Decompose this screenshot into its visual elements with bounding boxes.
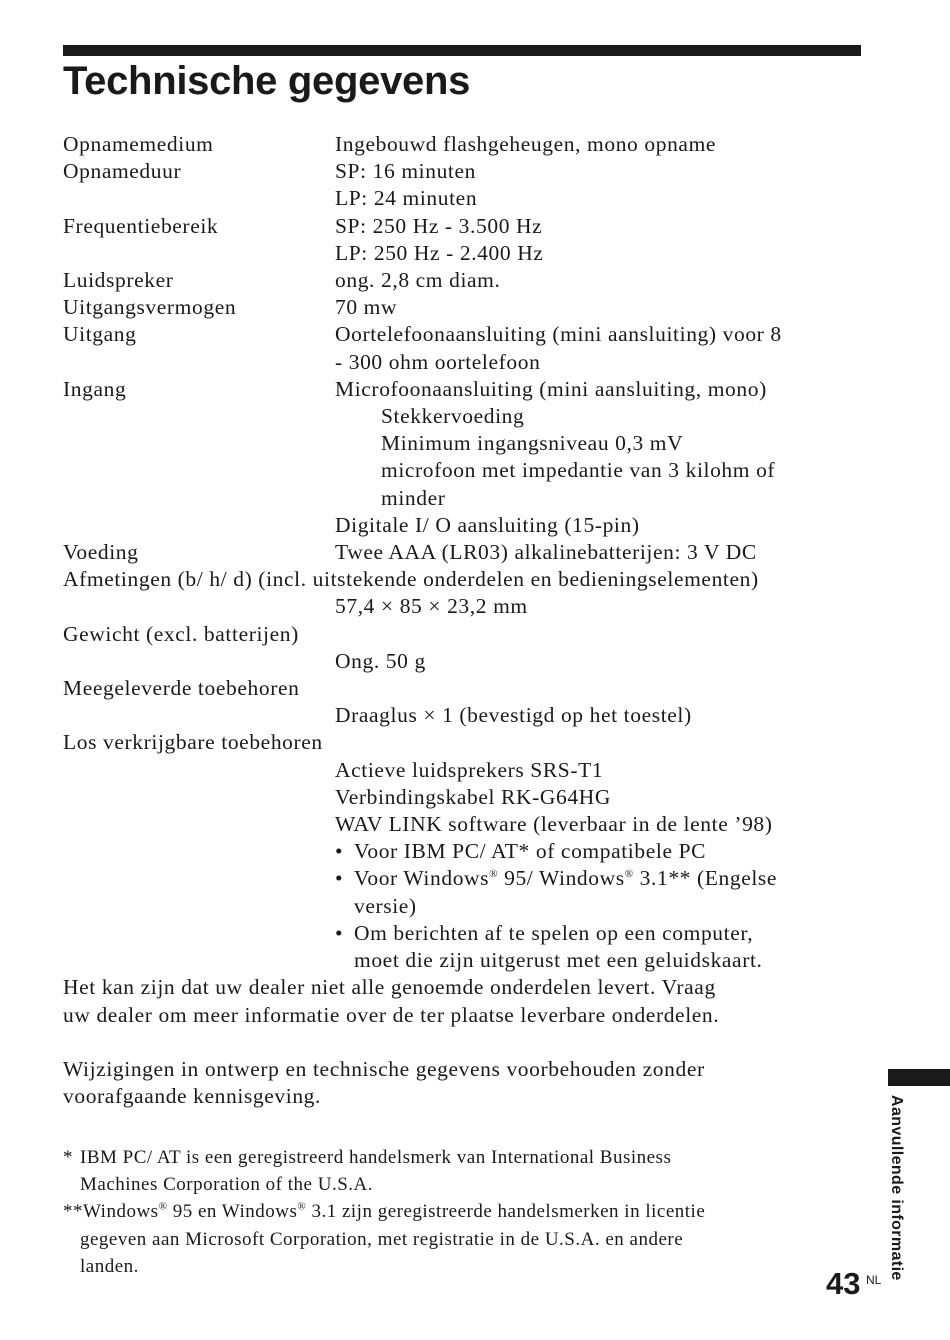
spec-row-luidspreker [63,267,863,294]
spec-value: SP: 250 Hz - 3.500 Hz [335,213,543,238]
bullet-item [335,920,863,974]
spec-value: minder [381,485,446,510]
bullet-icon: • [335,866,344,891]
spec-label-los: Los verkrijgbare toebehoren [63,730,323,755]
spec-value: - 300 ohm oortelefoon [335,349,541,374]
bullet-text: moet die zijn uitgerust met een geluidskaart. [354,948,763,973]
spec-label-gewicht: Gewicht (excl. batterijen) [63,621,299,646]
spec-row-opnamemedium [63,131,863,158]
spec-list [63,131,863,1110]
spec-row-uitgangsvermogen [63,294,863,321]
bullet-text: Voor Windows [354,866,490,891]
spec-value: Ingebouwd flashgeheugen, mono opname [335,132,717,156]
registered-mark: ® [624,868,634,881]
spec-value: LP: 250 Hz - 2.400 Hz [335,240,544,265]
dealer-note [63,974,863,1028]
spec-row-ingang [63,376,863,539]
accessory-list [335,757,863,975]
bullet-icon: • [335,920,344,945]
spec-row-uitgang [63,321,863,375]
note-line: voorafgaande kennisgeving. [63,1083,321,1108]
bullet-text: 95/ Windows [498,866,625,891]
footnote-line: IBM PC/ AT is een geregistreerd handelsmerk van International Business [80,1147,672,1168]
spec-value: ong. 2,8 cm diam. [335,268,501,293]
spec-value: Oortelefoonaansluiting (mini aansluiting) voor 8 [335,322,782,347]
list-item: Actieve luidsprekers SRS-T1 [335,757,604,782]
footnotes [63,1144,863,1280]
spec-value: 57,4 × 85 × 23,2 mm [335,594,528,619]
section-side-label [875,1095,905,1285]
spec-row-frequentiebereik [63,213,863,267]
spec-label: Opnameduur [63,159,182,184]
section-tab-marker [888,1069,950,1086]
note-line: Wijzigingen in ontwerp en technische gegevens voorbehouden zonder [63,1056,705,1081]
spec-value: Stekkervoeding [381,404,525,429]
spec-label: Frequentiebereik [63,213,219,238]
header-rule [63,45,861,56]
spec-value: Digitale I/ O aansluiting (15-pin) [335,512,640,537]
footnote-text: **Windows [63,1201,159,1223]
bullet-text: versie) [354,893,417,918]
spec-label: Ingang [63,376,127,401]
footnote-line: landen. [80,1255,139,1277]
note-line: uw dealer om meer informatie over de ter plaatse leverbare onderdelen. [63,1002,720,1027]
spec-value: Ong. 50 g [335,648,426,673]
spec-value: 70 mw [335,295,398,320]
spec-value: Twee AAA (LR03) alkalinebatterijen: 3 V DC [335,540,757,565]
spec-row-voeding [63,539,863,566]
spec-label: Uitgang [63,322,137,347]
list-item: Verbindingskabel RK-G64HG [335,784,611,809]
footnote-windows [63,1198,863,1280]
page-number: 43 [826,1266,861,1301]
spec-label: Luidspreker [63,268,174,293]
spec-value: Draaglus × 1 (bevestigd op het toestel) [335,703,692,728]
footnote-marker: * [63,1147,73,1168]
bullet-text: 3.1** (Engelse [633,866,778,891]
registered-mark: ® [158,1201,168,1214]
spec-label-meegeleverd: Meegeleverde toebehoren [63,676,300,701]
spec-label: Uitgangsvermogen [63,295,237,320]
page-language-suffix: NL [866,1273,882,1287]
spec-value: SP: 16 minuten [335,159,477,184]
footnote-text: 95 en Windows [167,1201,298,1223]
bullet-item [335,865,863,919]
page-title: Technische gegevens [63,59,471,103]
spec-value: Minimum ingangsniveau 0,3 mV [381,431,684,456]
bullet-text: Om berichten af te spelen op een computer, [354,920,754,945]
registered-mark: ® [297,1201,307,1214]
registered-mark: ® [489,868,499,881]
bullet-item [335,838,863,865]
footnote-text: 3.1 zijn geregistreerde handelsmerken in licentie [306,1201,706,1223]
list-item: WAV LINK software (leverbaar in de lente ’98) [335,812,773,837]
spec-label: Opnamemedium [63,132,214,156]
changes-note [63,1056,863,1110]
spec-row-opnameduur [63,158,863,212]
bullet-text: Voor IBM PC/ AT* of compatibele PC [354,839,707,864]
spec-label-afmetingen: Afmetingen (b/ h/ d) (incl. uitstekende onderdelen en bedieningselementen) [63,567,759,592]
footnote-line: Machines Corporation of the U.S.A. [80,1174,373,1196]
spec-value: LP: 24 minuten [335,186,478,211]
bullet-icon: • [335,839,344,864]
spec-value: microfoon met impedantie van 3 kilohm of [381,458,776,483]
spec-value: Microfoonaansluiting (mini aansluiting, mono) [335,376,767,401]
section-side-label-text: Aanvullende informatie [888,1095,905,1281]
spec-label: Voeding [63,540,139,565]
footnote-ibm [63,1144,863,1198]
footnote-line: gegeven aan Microsoft Corporation, met registratie in de U.S.A. en andere [80,1228,684,1250]
note-line: Het kan zijn dat uw dealer niet alle genoemde onderdelen levert. Vraag [63,975,716,1000]
